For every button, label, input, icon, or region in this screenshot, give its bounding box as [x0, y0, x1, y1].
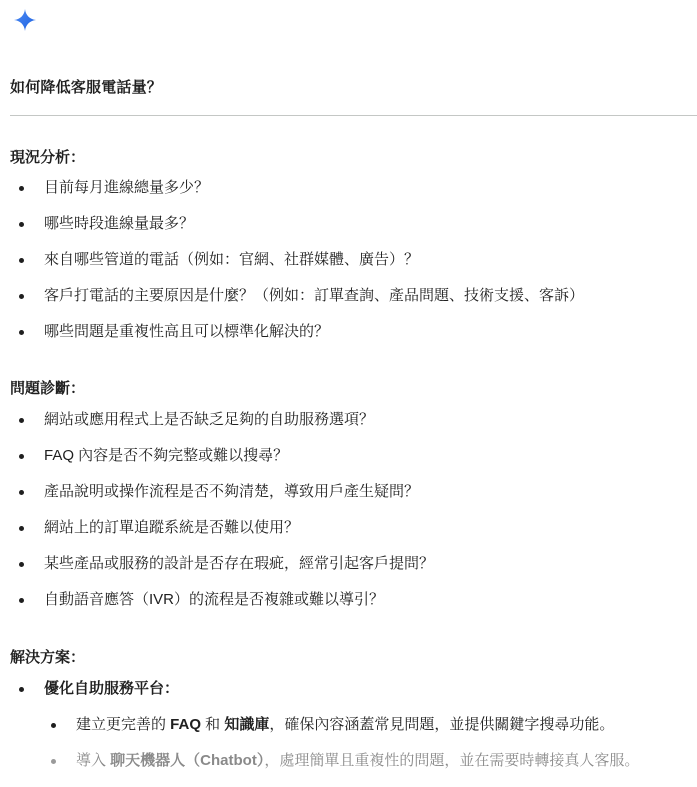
bullet-icon [19, 687, 24, 692]
list-item-text: FAQ 內容是否不夠完整或難以搜尋？ [44, 447, 289, 464]
list-item [0, 250, 584, 286]
text-segment: ，處理簡單且重複性的問題，並在需要時轉接真人客服。 [264, 752, 640, 769]
bullet-icon [51, 759, 56, 764]
bullet-icon [19, 526, 24, 531]
list-item [0, 322, 584, 358]
bold-term: 聊天機器人（Chatbot） [110, 752, 265, 769]
bullet-icon [19, 598, 24, 603]
list-item [0, 518, 434, 554]
list-item-text: 來自哪些管道的電話（例如：官網、社群媒體、廣告）？ [44, 251, 420, 268]
bold-term: 知識庫 [224, 716, 270, 733]
sparkle-icon [13, 8, 37, 32]
list-item-text: 目前每月進線總量多少？ [44, 179, 210, 196]
divider [10, 115, 697, 116]
section-title-diagnosis: 問題診斷： [10, 380, 86, 397]
text-segment: 和 [201, 716, 225, 733]
bullet-icon [19, 330, 24, 335]
section-title-analysis: 現況分析： [10, 149, 86, 166]
list-item [0, 446, 434, 482]
section-title-solutions: 解決方案： [10, 649, 86, 666]
list-item-text: 網站或應用程式上是否缺乏足夠的自助服務選項？ [44, 411, 375, 428]
list-item-text: 自動語音應答（IVR）的流程是否複雜或難以導引？ [44, 591, 385, 608]
bullet-icon [19, 418, 24, 423]
list-item-text: 某些產品或服務的設計是否存在瑕疵，經常引起客戶提問？ [44, 555, 435, 572]
list-item [0, 410, 434, 446]
list-item-text: 客戶打電話的主要原因是什麼？（例如：訂單查詢、產品問題、技術支援、客訴） [44, 287, 585, 304]
analysis-list [0, 178, 584, 358]
text-segment: 建立更完善的 [76, 716, 171, 733]
list-item [0, 178, 584, 214]
text-segment: ，確保內容涵蓋常見問題，並提供關鍵字搜尋功能。 [269, 716, 615, 733]
list-item [0, 679, 179, 715]
list-item-text: 哪些時段進線量最多？ [44, 215, 195, 232]
list-item [0, 554, 434, 590]
bullet-icon [19, 186, 24, 191]
list-item [0, 214, 584, 250]
bullet-icon [19, 222, 24, 227]
bullet-icon [19, 294, 24, 299]
list-item [0, 286, 584, 322]
bullet-icon [19, 258, 24, 263]
question-title: 如何降低客服電話量？ [10, 79, 163, 96]
list-item [0, 482, 434, 518]
list-item-text: 產品說明或操作流程是否不夠清楚，導致用戶產生疑問？ [44, 483, 420, 500]
diagnosis-list [0, 410, 434, 626]
bullet-icon [19, 454, 24, 459]
bullet-icon [19, 562, 24, 567]
list-item-text: 優化自助服務平台： [44, 680, 180, 697]
sub-list-item [0, 751, 639, 787]
sub-list-item [0, 715, 639, 751]
bullet-icon [19, 490, 24, 495]
solutions-sub-list [0, 715, 639, 787]
list-item-text: 網站上的訂單追蹤系統是否難以使用？ [44, 519, 300, 536]
list-item-text: 哪些問題是重複性高且可以標準化解決的？ [44, 323, 330, 340]
bullet-icon [51, 723, 56, 728]
text-segment: 導入 [76, 752, 111, 769]
solutions-list [0, 679, 179, 715]
list-item [0, 590, 434, 626]
bold-term: FAQ [170, 716, 202, 733]
